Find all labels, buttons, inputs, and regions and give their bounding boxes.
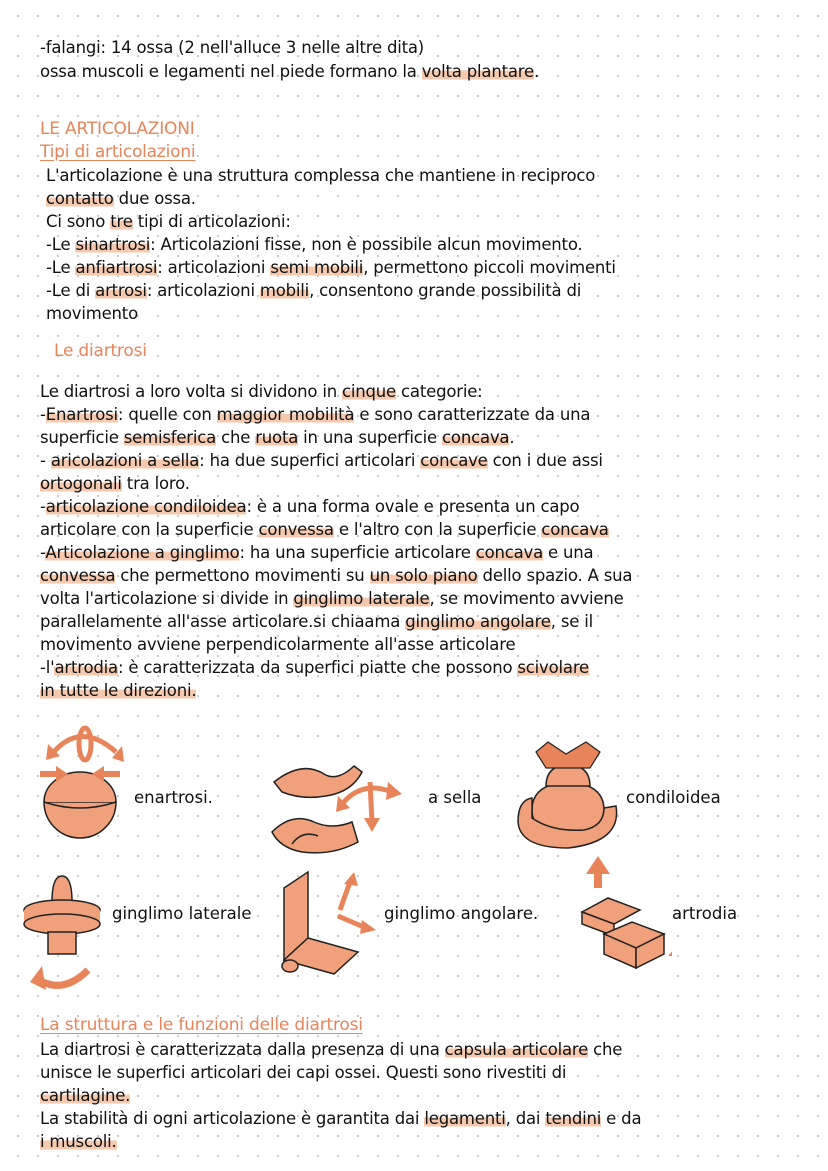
text: , dai bbox=[505, 1109, 546, 1128]
highlight: ruota bbox=[255, 428, 299, 447]
text-line bbox=[40, 1130, 117, 1153]
highlight: aricolazioni a sella bbox=[50, 451, 200, 470]
highlight: legamenti bbox=[424, 1109, 506, 1128]
text: due ossa. bbox=[113, 189, 196, 208]
text-line bbox=[40, 449, 603, 472]
text: categorie: bbox=[396, 382, 483, 401]
text: con i due assi bbox=[487, 451, 603, 470]
condyloid-joint-icon bbox=[512, 738, 624, 860]
heading-struttura bbox=[40, 1014, 363, 1037]
text: Tipi di articolazioni bbox=[40, 142, 196, 162]
text-line bbox=[40, 587, 624, 610]
text-line bbox=[40, 380, 483, 403]
saddle-joint-icon bbox=[262, 752, 412, 862]
text: : articolazioni bbox=[146, 281, 260, 300]
highlight: volta plantare bbox=[421, 62, 534, 81]
text-line bbox=[46, 164, 595, 187]
highlight: scivolare bbox=[517, 658, 589, 677]
highlight: cinque bbox=[342, 382, 397, 401]
text: e sono caratterizzate da una bbox=[354, 405, 591, 424]
text: , se movimento avviene bbox=[429, 589, 624, 608]
text-line bbox=[40, 656, 589, 679]
text: : Articolazioni fisse, non è possibile alcun movimento. bbox=[150, 235, 583, 254]
subheading-diartrosi: Le diartrosi bbox=[54, 341, 147, 361]
text: . bbox=[533, 62, 539, 81]
text: , permettono piccoli movimenti bbox=[363, 258, 616, 277]
highlight: ginglimo laterale bbox=[293, 589, 430, 608]
text-line bbox=[40, 633, 515, 656]
text: volta l'articolazione si divide in bbox=[40, 589, 294, 608]
highlight: in tutte le direzioni. bbox=[40, 681, 197, 700]
text: -l' bbox=[40, 658, 55, 677]
subheading-tipi bbox=[40, 141, 195, 164]
text: e da bbox=[601, 1109, 642, 1128]
text: La stabilità di ogni articolazione è garantita dai bbox=[40, 1109, 425, 1128]
label-sella: a sella bbox=[428, 788, 482, 807]
text-line bbox=[46, 233, 582, 256]
highlight: concava bbox=[475, 543, 543, 562]
highlight: Articolazione a ginglimo bbox=[45, 543, 240, 562]
text: parallelamente all'asse articolare.si chiaama bbox=[40, 612, 406, 631]
text-line bbox=[40, 541, 593, 564]
highlight: cartilagine. bbox=[40, 1086, 131, 1105]
text: La struttura e le funzioni delle diartrosi bbox=[40, 1015, 363, 1035]
text: movimento avviene perpendicolarmente all'asse articolare bbox=[40, 635, 516, 654]
text-line bbox=[46, 187, 196, 210]
text-line bbox=[46, 256, 616, 279]
pivot-joint-icon bbox=[12, 866, 112, 1006]
text-line bbox=[46, 210, 291, 233]
text: La diartrosi è caratterizzata dalla presenza di una bbox=[40, 1040, 445, 1059]
highlight: sinartrosi bbox=[75, 235, 151, 254]
text-line bbox=[40, 1107, 641, 1130]
highlight: anfiartrosi bbox=[75, 258, 158, 277]
text: tipi di articolazioni: bbox=[132, 212, 291, 231]
text: : è caratterizzata da superfici piatte che possono bbox=[117, 658, 518, 677]
enartrosi-figure bbox=[30, 722, 130, 852]
label-artrodia: artrodia bbox=[672, 904, 738, 923]
text-line bbox=[40, 1084, 130, 1107]
highlight: tendini bbox=[545, 1109, 602, 1128]
text: e l'altro con la superficie bbox=[333, 520, 542, 539]
highlight: artrodia bbox=[54, 658, 118, 677]
ball-joint-icon bbox=[30, 722, 130, 852]
text-line bbox=[40, 610, 593, 633]
label-enartrosi: enartrosi. bbox=[134, 788, 213, 807]
ginglimo-angolare-figure bbox=[274, 868, 380, 980]
text: - bbox=[40, 543, 46, 562]
text-line bbox=[40, 564, 632, 587]
artrodia-figure bbox=[572, 852, 672, 984]
text-line bbox=[40, 1038, 622, 1061]
highlight: ortogonali bbox=[40, 474, 122, 493]
text-line bbox=[40, 36, 424, 59]
text: Ci sono bbox=[46, 212, 111, 231]
highlight: tre bbox=[110, 212, 133, 231]
text: . bbox=[509, 428, 515, 447]
highlight: concava bbox=[541, 520, 609, 539]
text-line bbox=[40, 679, 196, 702]
text: - bbox=[40, 405, 46, 424]
highlight: Enartrosi bbox=[45, 405, 118, 424]
text: L'articolazione è una struttura complessa che mantiene in reciproco bbox=[46, 166, 596, 185]
text: -Le di bbox=[46, 281, 96, 300]
text-line bbox=[46, 302, 138, 325]
text: che bbox=[588, 1040, 623, 1059]
text: : ha due superfici articolari bbox=[199, 451, 421, 470]
text-line bbox=[40, 1061, 566, 1084]
text: tra loro. bbox=[121, 474, 190, 493]
highlight: concava bbox=[442, 428, 510, 447]
text: articolare con la superficie bbox=[40, 520, 259, 539]
text: unisce le superfici articolari dei capi ossei. Questi sono rivestiti di bbox=[40, 1063, 567, 1082]
text-line bbox=[40, 403, 590, 426]
text: che bbox=[216, 428, 256, 447]
text-line bbox=[40, 472, 190, 495]
text: -Le bbox=[46, 258, 76, 277]
text: : ha una superficie articolare bbox=[239, 543, 476, 562]
text: superficie bbox=[40, 428, 124, 447]
text-line bbox=[46, 279, 581, 302]
highlight: contatto bbox=[46, 189, 114, 208]
condiloidea-figure bbox=[512, 738, 624, 860]
text-line bbox=[40, 60, 539, 83]
highlight: semi mobili bbox=[270, 258, 364, 277]
highlight: un solo piano bbox=[369, 566, 478, 585]
heading-articolazioni: LE ARTICOLAZIONI bbox=[40, 119, 195, 139]
text: : è a una forma ovale e presenta un capo bbox=[246, 497, 580, 516]
gliding-joint-icon bbox=[572, 852, 672, 984]
highlight: maggior mobilità bbox=[216, 405, 355, 424]
text: ossa muscoli e legamenti nel piede formano la bbox=[40, 62, 422, 81]
highlight: mobili bbox=[259, 281, 310, 300]
text: , consentono grande possibilità di bbox=[309, 281, 582, 300]
highlight: artrosi bbox=[95, 281, 147, 300]
text: Le diartrosi a loro volta si dividono in bbox=[40, 382, 343, 401]
highlight: convessa bbox=[258, 520, 334, 539]
text-line bbox=[40, 518, 609, 541]
sella-figure bbox=[262, 752, 412, 862]
highlight: concave bbox=[420, 451, 488, 470]
text: che permettono movimenti su bbox=[115, 566, 370, 585]
text: e una bbox=[543, 543, 594, 562]
text: in una superficie bbox=[298, 428, 443, 447]
text: -Le bbox=[46, 235, 76, 254]
text: , se il bbox=[550, 612, 594, 631]
highlight: ginglimo angolare bbox=[405, 612, 551, 631]
text: dello spazio. A sua bbox=[477, 566, 633, 585]
hinge-joint-icon bbox=[274, 868, 380, 980]
text: - bbox=[40, 497, 46, 516]
text-line bbox=[40, 426, 514, 449]
text-line bbox=[40, 495, 579, 518]
highlight: articolazione condiloidea bbox=[45, 497, 247, 516]
label-ginglimo-angolare: ginglimo angolare. bbox=[384, 904, 539, 923]
text: -falangi: 14 ossa (2 nell'alluce 3 nelle altre dita) bbox=[40, 38, 425, 57]
highlight: semisferica bbox=[123, 428, 217, 447]
text: : quelle con bbox=[117, 405, 217, 424]
label-ginglimo-laterale: ginglimo laterale bbox=[112, 904, 252, 923]
text: - bbox=[40, 451, 51, 470]
highlight: capsula articolare bbox=[444, 1040, 589, 1059]
ginglimo-laterale-figure bbox=[12, 866, 112, 1006]
highlight: i muscoli. bbox=[40, 1132, 117, 1151]
text: : articolazioni bbox=[157, 258, 271, 277]
text: movimento bbox=[46, 304, 138, 323]
label-condiloidea: condiloidea bbox=[626, 788, 721, 807]
highlight: convessa bbox=[40, 566, 116, 585]
